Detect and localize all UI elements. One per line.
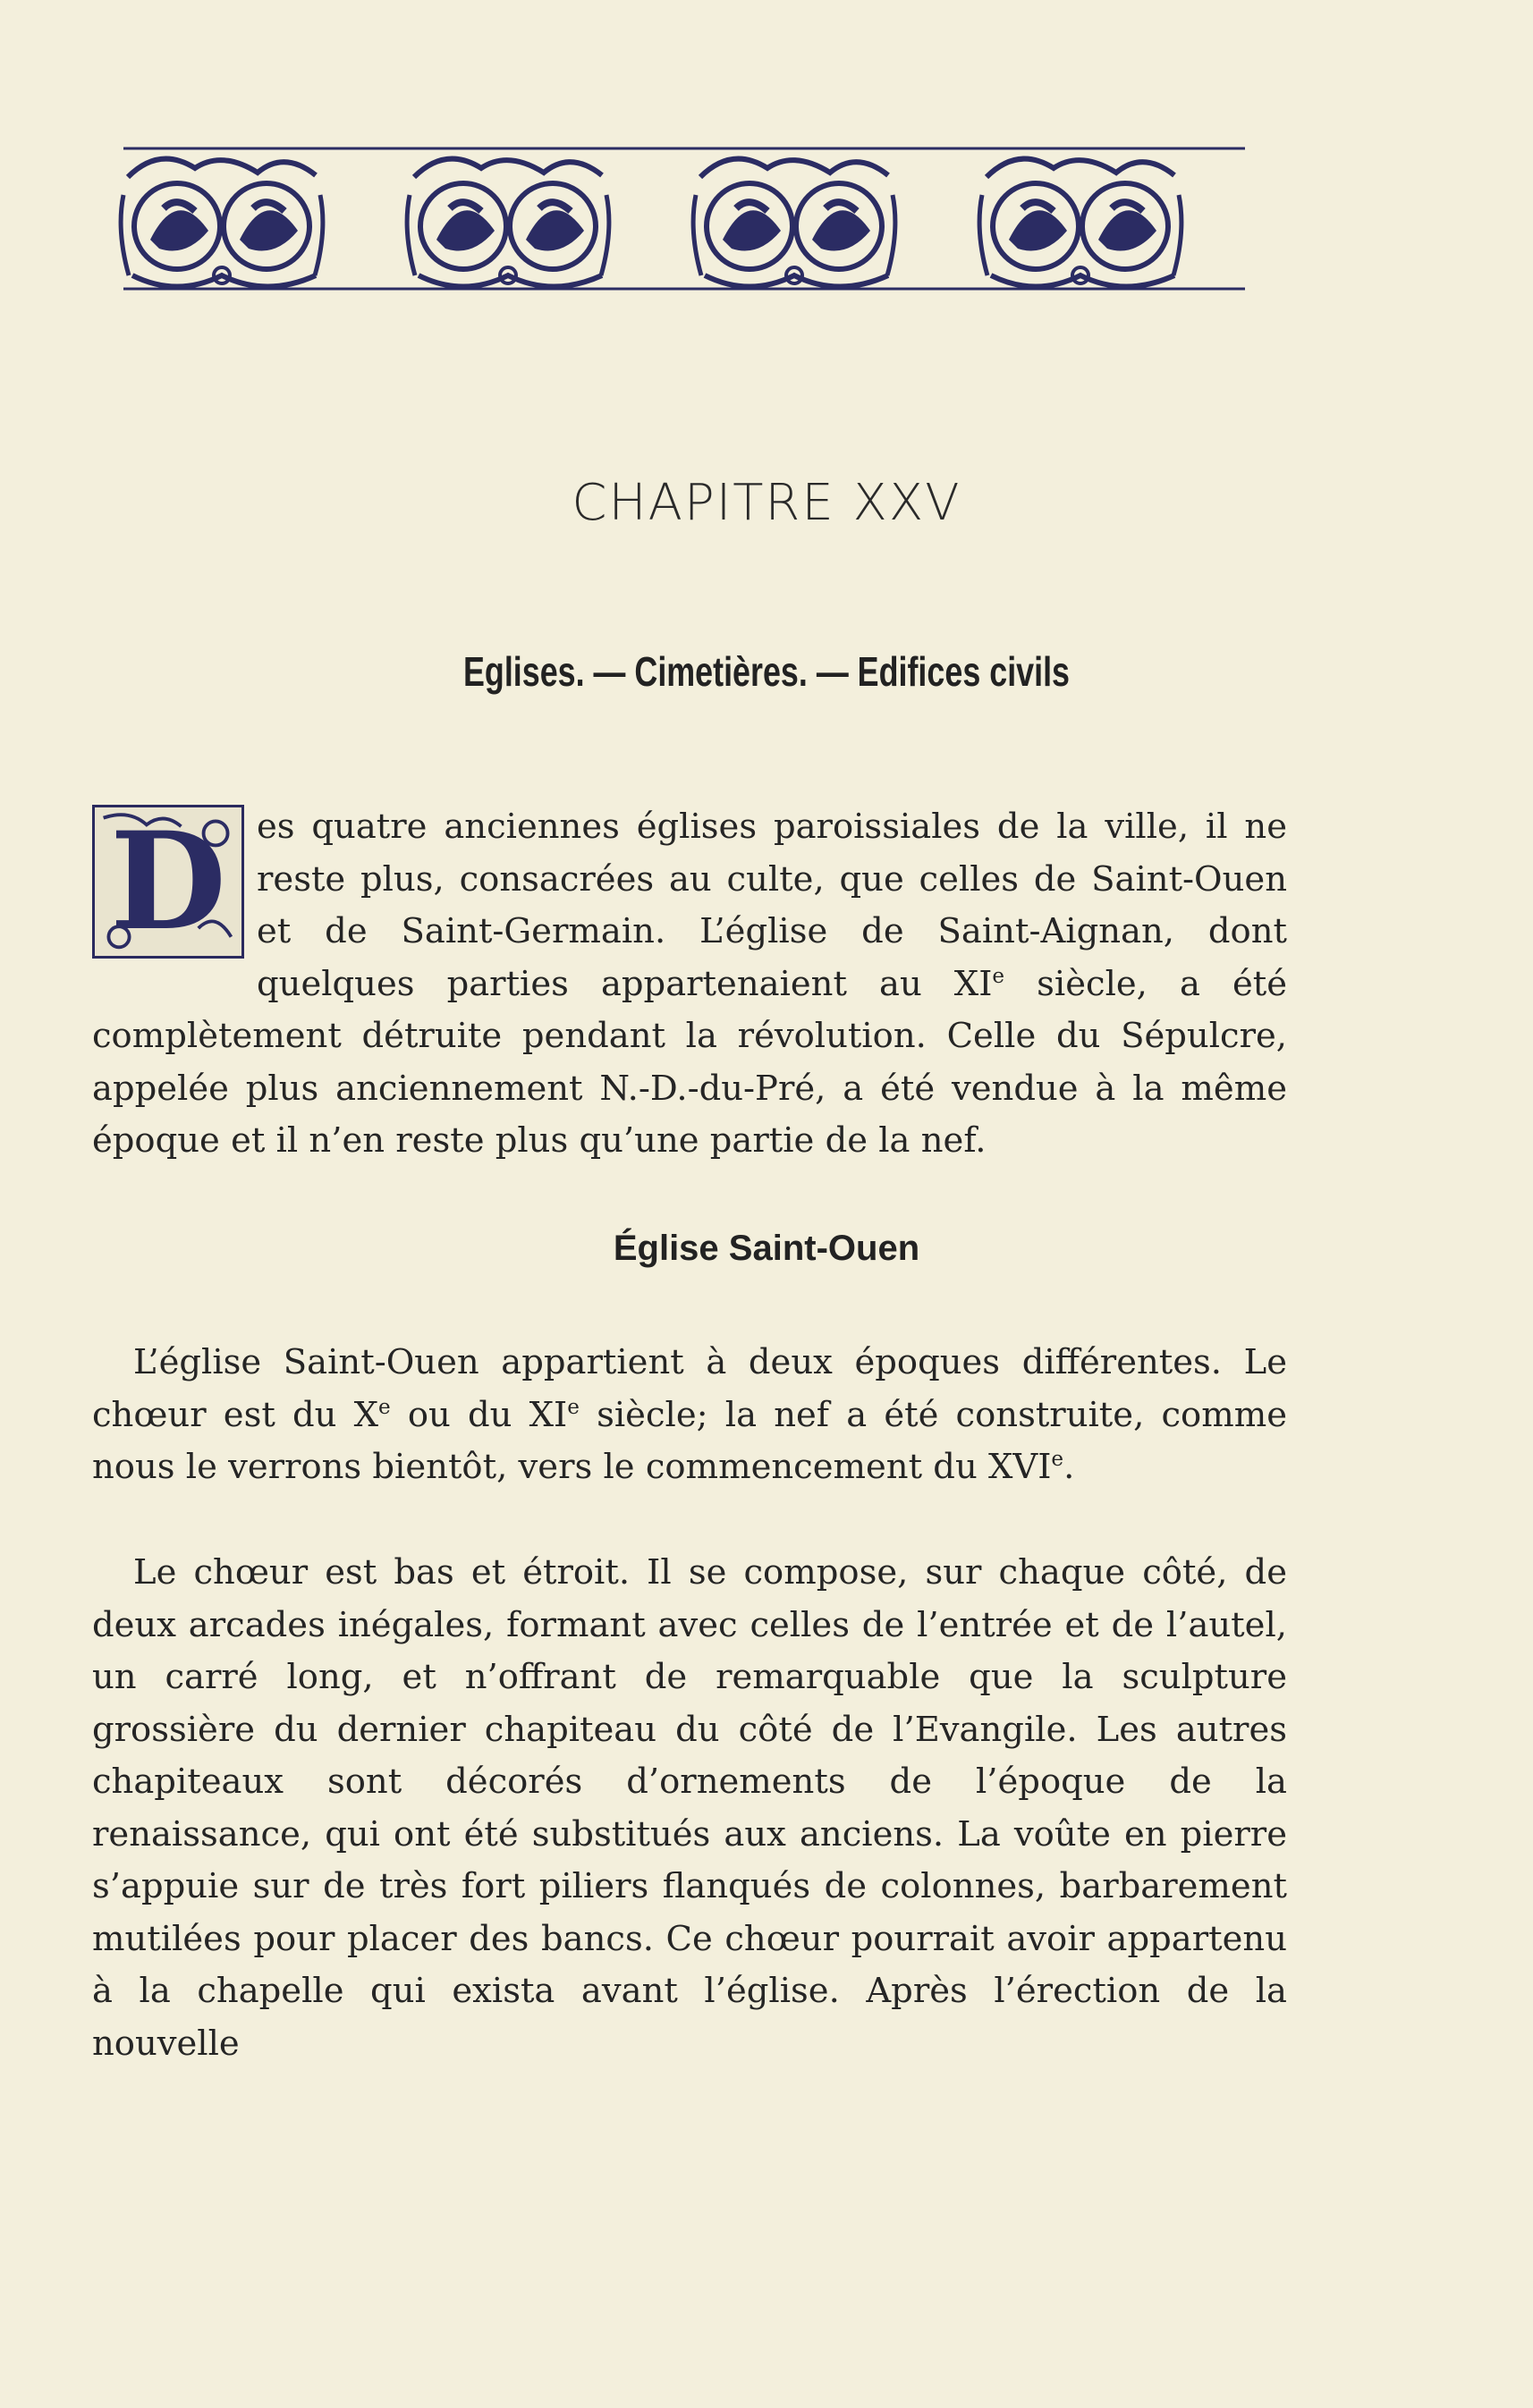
intro-paragraph (92, 801, 1287, 1168)
dropcap-letter: D (109, 803, 227, 960)
para1-text-d: . (1063, 1447, 1075, 1487)
illuminated-initial-icon (92, 805, 244, 959)
paragraph-1 (92, 1337, 1287, 1494)
superscript: e (992, 964, 1005, 988)
intro-text: es quatre anciennes églises paroissiales de la ville, il ne reste plus, consacrées au culte, que celles de Saint-Ouen et de Saint-Germain. L’église de Saint-Aignan, dont quelques parties appartenaient au XI (257, 807, 1287, 1004)
intro-text-cont: siècle, a été complètement détruite pendant la révolution. Celle du Sépulcre, appelée plus anciennement N.-D.-du-Pré, a été vendue à la même époque et il n’en reste plus qu’une partie de la nef. (92, 963, 1288, 1161)
superscript: e (1051, 1448, 1064, 1472)
chapter-title: CHAPITRE XXV (572, 474, 961, 532)
superscript: e (378, 1395, 391, 1419)
chapter-subtitle: Eglises. — Cimetières. — Edifices civils (462, 648, 1071, 695)
para2-text: Le chœur est bas et étroit. Il se compose, sur chaque côté, de deux arcades inégales, formant avec celles de l’entrée et de l’autel, un carré long, et n’offrant de remarquable que la sculpture grossière du dernier chapiteau du côté de l’Evangile. Les autres chapiteaux sont décorés d’ornements de l’époque de la renaissance, qui ont été substitués aux anciens. La voûte en pierre s’appuie sur de très fort piliers flanqués de colonnes, barbarement mutilées pour placer des bancs. Ce chœur pourrait avoir appartenu à la chapelle qui exista avant l’église. Après l’érection de la nouvelle (92, 1552, 1287, 2064)
para1-text-a: L’église Saint-Ouen appartient à deux époques différentes. Le chœur est du X (92, 1342, 1287, 1435)
superscript: e (567, 1395, 580, 1419)
paragraph-2 (92, 1547, 1287, 2070)
ornamental-frieze-icon (116, 141, 1252, 293)
section-heading: Église Saint-Ouen (613, 1229, 920, 1268)
para1-text-b: ou du XI (390, 1394, 568, 1435)
para1-text-c: siècle; la nef a été construite, comme nous le verrons bientôt, vers le commencement du XVI (92, 1394, 1288, 1487)
